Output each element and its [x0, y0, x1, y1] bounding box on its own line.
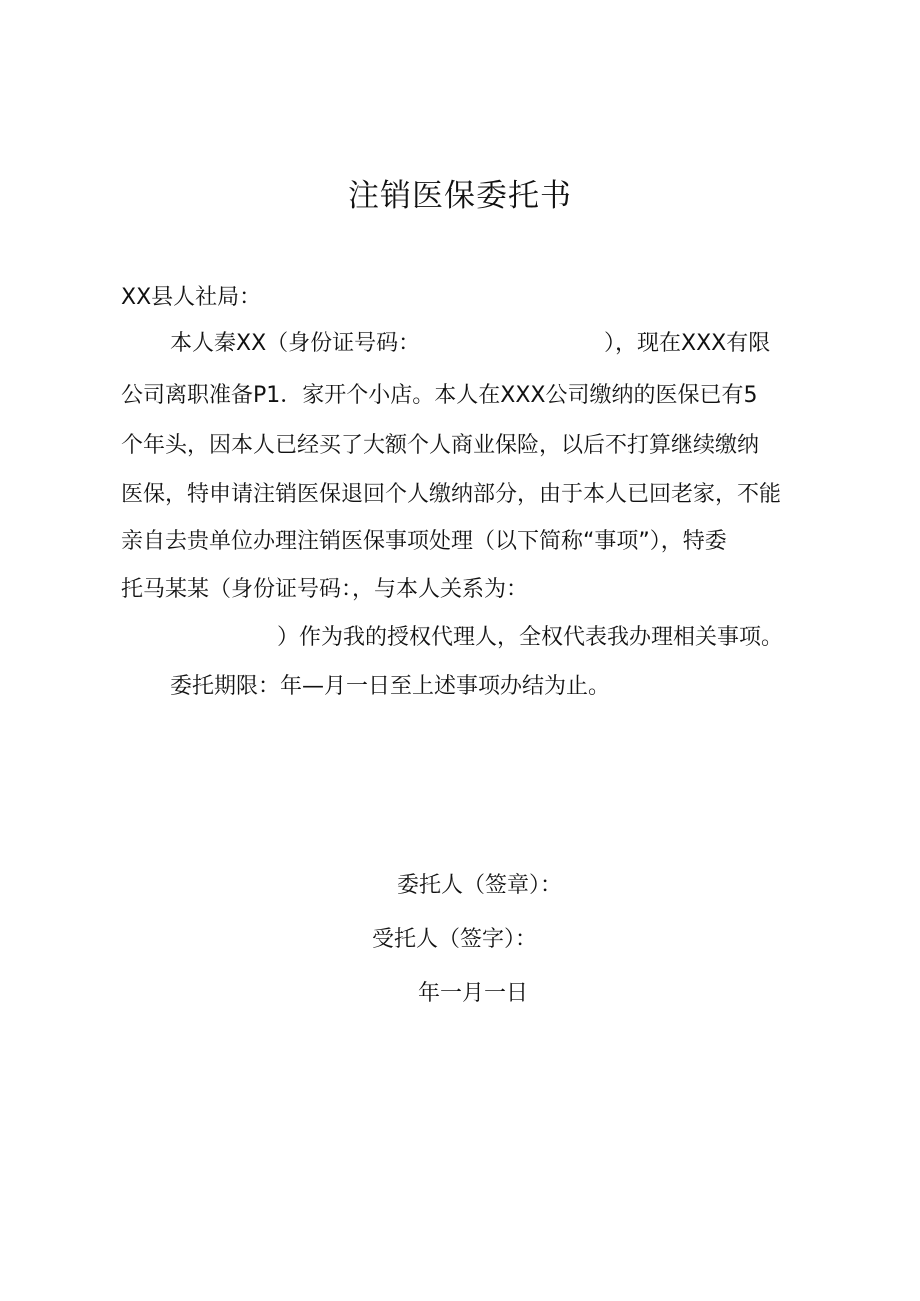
signature-date-line: 年一月一日: [418, 981, 529, 1006]
body-line-1: 本人秦XX（身份证号码：: [170, 331, 421, 356]
body-line-4: 医保，特申请注销医保退回个人缴纳部分，由于本人已回老家，不能: [121, 482, 782, 507]
body-line-7: ）作为我的授权代理人，全权代表我办理相关事项。: [277, 625, 784, 650]
body-line-2: 公司离职准备P1．家开个小店。本人在XXX公司缴纳的医保已有5: [121, 383, 758, 408]
body-line-3: 个年头，因本人已经买了大额个人商业保险，以后不打算继续缴纳: [121, 433, 760, 458]
agent-signature-line: 受托人（签字）：: [372, 927, 538, 952]
body-line-1-end: ），现在XXX有限: [604, 331, 771, 356]
addressee-line: XX县人社局：: [121, 285, 262, 310]
body-line-5: 亲自去贵单位办理注销医保事项处理（以下简称“事项”），特委: [121, 529, 727, 554]
body-line-6: 托马某某（身份证号码：，与本人关系为：: [121, 577, 529, 602]
entrustment-term: 委托期限：年—月一日至上述事项办结为止。: [170, 674, 611, 699]
document-title: 注销医保委托书: [348, 178, 572, 214]
principal-signature-line: 委托人（签章）：: [397, 873, 563, 898]
